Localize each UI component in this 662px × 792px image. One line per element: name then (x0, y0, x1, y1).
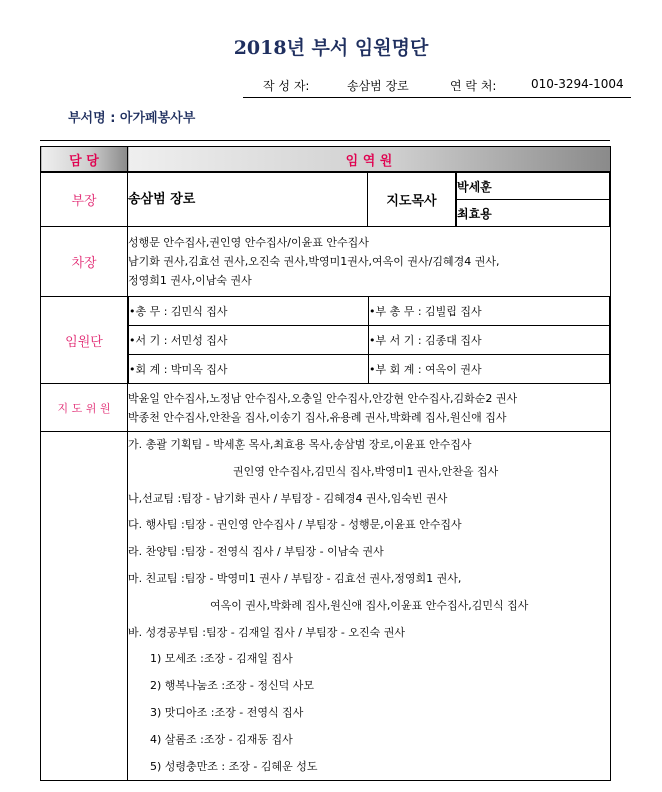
row-chajang (41, 227, 611, 297)
row-bujang (41, 172, 611, 227)
team-line: 가. 총괄 기획팀 - 박세훈 목사,최효용 목사,송삼범 장로,이윤표 안수집사 (128, 438, 472, 451)
officer-entry: •회 계 : 박미옥 집사 (129, 355, 369, 384)
member-line: 박윤일 안수집사,노정남 안수집사,오충일 안수집사,안강현 안수집사,김화순2 권사 (128, 391, 518, 405)
label-advisors: 지 도 위 원 (41, 384, 128, 432)
divider (40, 140, 610, 141)
label-officers: 임원단 (41, 297, 128, 384)
subgroup-line: 1) 모세조 :조장 - 김재일 집사 (150, 652, 293, 666)
officer-entry: •부 회 계 : 여옥이 권사 (369, 355, 610, 384)
label-chajang: 차장 (41, 227, 128, 297)
label-organization (41, 432, 128, 781)
contact-number: 010-3294-1004 (531, 77, 624, 91)
team-line: 바. 성경공부팀 :팀장 - 김재일 집사 / 부팀장 - 오진숙 권사 (128, 625, 405, 639)
team-line: 다. 행사팀 :팀장 - 권인영 안수집사 / 부팀장 - 성행문,이윤표 안수집사 (128, 518, 462, 532)
header-role: 담 당 (41, 147, 128, 173)
advisor-members (128, 384, 611, 432)
pastor-name: 박세훈 (457, 173, 610, 200)
member-line: 박종천 안수집사,안찬올 집사,이송기 집사,유용례 권사,박화례 집사,원신애 집사 (128, 410, 507, 424)
row-organization (41, 432, 611, 781)
author-label: 작 성 자: (263, 79, 310, 93)
officer-entry: •부 서 기 : 김종대 집사 (369, 326, 610, 355)
pastor-name: 최효용 (457, 200, 610, 227)
member-line: 성행문 안수집사,권인영 안수집사/이윤표 안수집사 (128, 236, 369, 249)
author-name: 송삼범 장로 (347, 79, 409, 93)
pastor-label: 지도목사 (368, 172, 456, 227)
row-officers (41, 297, 611, 384)
member-line: 남기화 권사,김효선 권사,오진숙 권사,박영미1권사,여옥이 권사/김혜경4 권사, (128, 255, 500, 268)
subgroup-line: 3) 맛디아조 :조장 - 전영식 집사 (150, 705, 304, 719)
officer-entry: •부 총 무 : 김빌립 집사 (369, 297, 610, 326)
subgroup-line: 5) 성령충만조 : 조장 - 김혜운 성도 (150, 759, 318, 773)
team-line: 여옥이 권사,박화례 집사,원신애 집사,이윤표 안수집사,김민식 집사 (210, 598, 529, 612)
table-header (41, 147, 611, 173)
contact-label: 연 락 처: (450, 79, 497, 93)
department-name: 부서명 : 아가페봉사부 (68, 111, 196, 126)
member-line: 정영희1 권사,이남숙 권사 (128, 274, 252, 287)
team-line: 마. 친교팀 :팀장 - 박영미1 권사 / 부팀장 - 김효선 권사,정영희1 권사, (128, 571, 462, 585)
officer-entry: •서 기 : 서민성 집사 (129, 326, 369, 355)
page-title: 2018년 부서 임원명단 (233, 37, 429, 59)
row-advisors (41, 384, 611, 432)
team-line: 나,선교팀 :팀장 - 남기화 권사 / 부팀장 - 김혜경4 권사,임숙빈 권사 (128, 491, 448, 505)
label-bujang: 부장 (41, 172, 128, 227)
header-officers: 임 역 원 (128, 147, 611, 173)
author-contact-line (243, 71, 631, 98)
officer-roster-table (40, 146, 611, 781)
team-line: 권인영 안수집사,김민식 집사,박영미1 권사,안찬올 집사 (233, 464, 499, 478)
officer-entry: •총 무 : 김민식 집사 (129, 297, 369, 326)
pastor-list (456, 173, 610, 226)
organization-teams (128, 432, 611, 781)
chajang-members (128, 227, 611, 297)
team-line: 라. 찬양팀 :팀장 - 전영식 집사 / 부팀장 - 이남숙 권사 (128, 545, 384, 559)
subgroup-line: 2) 행복나눔조 :조장 - 정신덕 사모 (150, 679, 314, 693)
bujang-name: 송삼범 장로 (128, 172, 368, 227)
subgroup-line: 4) 살롬조 :조장 - 김재동 집사 (150, 732, 293, 746)
officer-grid (128, 297, 610, 383)
